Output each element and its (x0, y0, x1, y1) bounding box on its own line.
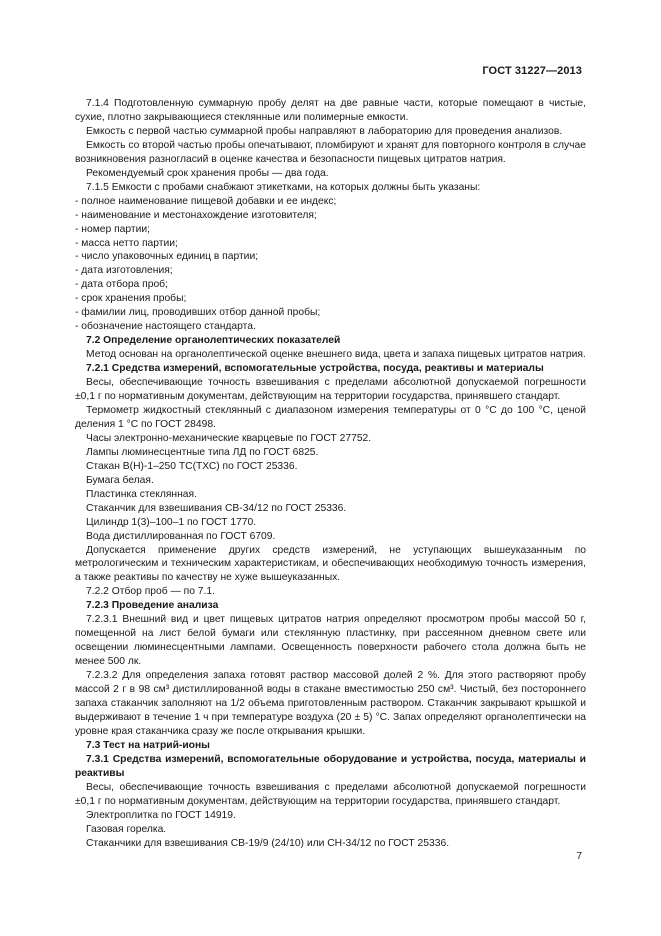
paragraph: Рекомендуемый срок хранения пробы — два года. (86, 167, 329, 179)
paragraph: Стаканчики для взвешивания СВ-19/9 (24/10) или СН-34/12 по ГОСТ 25336. (86, 837, 450, 849)
paragraph: 7.3 Тест на натрий-ионы (86, 739, 210, 751)
paragraph: - номер партии; (75, 223, 150, 235)
paragraph: 7.1.4 Подготовленную суммарную пробу делят на две равные части, которые помещают в чистые, сухие, плотно закрывающиеся стеклянные или полимерные емкости. (75, 98, 586, 123)
paragraph: Стаканчик для взвешивания СВ-34/12 по ГОСТ 25336. (86, 502, 347, 514)
paragraph: Электроплитка по ГОСТ 14919. (86, 809, 236, 821)
paragraph: 7.2.3.1 Внешний вид и цвет пищевых цитратов натрия определяют просмотром пробы массой 50 г, помещенной на лист белой бумаги или стеклянную пластинку, при рассеянном дневном свете или освещении люминесцентными лампами. Освещенность поверхности рабочего стола должна быть не менее 500 лк. (75, 614, 586, 668)
paragraph: Вода дистиллированная по ГОСТ 6709. (86, 530, 276, 542)
paragraph: 7.2 Определение органолептических показателей (86, 335, 341, 347)
paragraph: - число упаковочных единиц в партии; (75, 251, 259, 263)
paragraph: Термометр жидкостный стеклянный с диапазоном измерения температуры от 0 °С до 100 °С, ценой деления 1 °С по ГОСТ 28498. (75, 404, 586, 430)
paragraph: - полное наименование пищевой добавки и ее индекс; (75, 195, 337, 207)
paragraph: Часы электронно-механические кварцевые по ГОСТ 27752. (86, 432, 372, 444)
page-number: 7 (576, 851, 582, 862)
paragraph: Весы, обеспечивающие точность взвешивания с пределами абсолютной допускаемой погрешности ±0,1 г по нормативным документам, действующим на территории государства, принявшего стандарт. (75, 377, 586, 403)
paragraph: 7.2.3 Проведение анализа (86, 600, 219, 612)
paragraph: - фамилии лиц, проводивших отбор данной пробы; (75, 307, 321, 319)
paragraph: 7.2.2 Отбор проб — по 7.1. (86, 586, 215, 598)
paragraph: Газовая горелка. (86, 823, 167, 835)
paragraph: Емкость со второй частью пробы опечатывают, пломбируют и хранят для повторного контроля в случае возникновения разногласий в оценке качества и безопасности пищевых цитратов натрия. (75, 139, 586, 165)
paragraph: Бумага белая. (86, 474, 154, 486)
document-header: ГОСТ 31227—2013 (482, 65, 582, 77)
paragraph: 7.1.5 Емкости с пробами снабжают этикетками, на которых должны быть указаны: (86, 181, 481, 193)
paragraph: Допускается применение других средств измерений, не уступающих вышеуказанным по метрологическим и техническим характеристикам, и обеспечивающих необходимую точность измерения, а также реактивы по качеству не хуже вышеуказанных. (75, 544, 586, 584)
paragraph: Цилиндр 1(3)–100–1 по ГОСТ 1770. (86, 516, 257, 528)
paragraph: Пластинка стеклянная. (86, 488, 197, 500)
paragraph: - наименование и местонахождение изготовителя; (75, 209, 317, 221)
document-body (75, 97, 586, 850)
paragraph: Емкость с первой частью суммарной пробы направляют в лабораторию для проведения анализов. (86, 125, 563, 137)
paragraph: - дата отбора проб; (75, 279, 168, 291)
paragraph: - масса нетто партии; (75, 237, 178, 249)
paragraph: Стакан В(Н)-1–250 ТС(ТХС) по ГОСТ 25336. (86, 460, 298, 472)
paragraph: - срок хранения пробы; (75, 293, 187, 305)
paragraph: 7.2.3.2 Для определения запаха готовят раствор массовой долей 2 %. Для этого растворяют пробу массой 2 г в 98 см³ дистиллированной воды в стакане вместимостью 250 см³. Чистый, без постороннего запаха стаканчик заполняют на 1/2 объема приготовленным раствором. Стаканчик закрывают крышкой и выдерживают в течение 1 ч при температуре воздуха (20 ± 5) °С. Запах определяют органолептически на уровне края стаканчика сразу же после открывания крышки. (75, 670, 586, 737)
paragraph: Лампы люминесцентные типа ЛД по ГОСТ 6825. (86, 446, 319, 458)
paragraph: 7.2.1 Средства измерений, вспомогательные устройства, посуда, реактивы и материалы (86, 363, 544, 375)
paragraph: Весы, обеспечивающие точность взвешивания с пределами абсолютной допускаемой погрешности ±0,1 г по нормативным документам, действующим на территории государства, принявшего стандарт. (75, 781, 586, 807)
paragraph: Метод основан на органолептической оценке внешнего вида, цвета и запаха пищевых цитратов натрия. (86, 349, 586, 361)
paragraph: - обозначение настоящего стандарта. (75, 321, 256, 333)
paragraph: 7.3.1 Средства измерений, вспомогательные оборудование и устройства, посуда, материалы и реактивы (75, 753, 586, 779)
paragraph: - дата изготовления; (75, 265, 173, 277)
